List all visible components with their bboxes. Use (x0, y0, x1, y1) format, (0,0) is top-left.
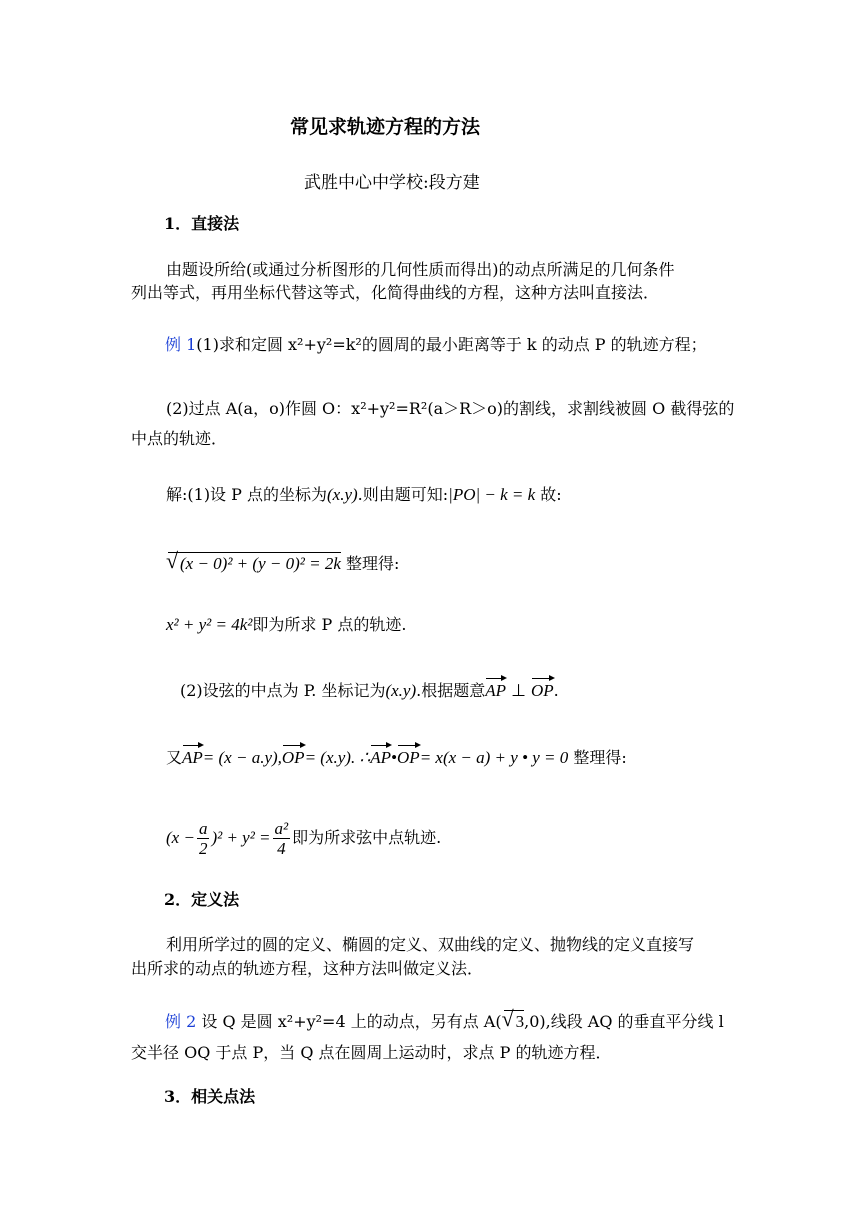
solution-text: 整理得: (573, 748, 627, 767)
solution-line4 (180, 680, 559, 702)
math-expression: (x.y) (385, 681, 417, 700)
solution-text: .则由题可知: (357, 485, 449, 504)
section-heading-definition: 2．定义法 (164, 890, 240, 909)
dot-product-symbol: • (391, 748, 398, 767)
solution-text: .根据题意 (416, 681, 486, 700)
example2-label: 例 2 (165, 1012, 197, 1031)
solution-line5 (166, 747, 627, 769)
example2-line2: 交半径 OQ 于点 P，当 Q 点在圆周上运动时，求点 P 的轨迹方程． (131, 1043, 612, 1062)
example1-line (165, 334, 707, 356)
fraction-numerator: a (198, 819, 208, 838)
fraction-numerator: a² (274, 819, 289, 838)
math-equation: |PO| − k = k (448, 485, 536, 504)
solution-text: (2)设弦的中点为 P. 坐标记为 (180, 681, 386, 700)
solution-text: 整理得: (345, 554, 400, 573)
example1-text: (1)求和定圆 x²+y²=k²的圆周的最小距离等于 k 的动点 P 的轨迹方程； (196, 335, 707, 354)
vector-ap: AP (370, 748, 392, 767)
vector-op: OP (531, 681, 554, 700)
fraction-a2-over-4 (273, 819, 291, 858)
vector-ap: AP (485, 681, 506, 700)
example1-part2-line1: (2)过点 A(a，o)作圆 O：x²+y²=R²(a＞R＞o)的割线，求割线被圆 O 截得弦的 (166, 399, 735, 418)
math-equation: = x(x − a) + y • y = 0 (419, 748, 569, 767)
page-title: 常见求轨迹方程的方法 (290, 116, 481, 138)
fraction-a-over-2 (197, 819, 210, 858)
math-expression: = (x.y). ∴ (304, 748, 371, 767)
vector-ap: AP (182, 748, 203, 767)
math-equation: x² + y² = 4k² (166, 615, 253, 634)
solution-text: 即为所求 P 点的轨迹. (252, 615, 407, 634)
section-heading-related-point: 3．相关点法 (164, 1087, 256, 1106)
solution-line1 (166, 484, 562, 506)
solution-text: 即为所求弦中点轨迹. (292, 828, 442, 847)
perpendicular-symbol: ⊥ (511, 681, 526, 700)
math-expression: = (x − a.y), (202, 748, 282, 767)
author-line: 武胜中心中学校:段方建 (304, 173, 480, 193)
section2-paragraph-line2: 出所求的动点的轨迹方程，这种方法叫做定义法． (131, 959, 484, 978)
solution-line6 (166, 818, 441, 858)
section2-paragraph-line1: 利用所学过的圆的定义、椭圆的定义、双曲线的定义、抛物线的定义直接写 (166, 935, 695, 954)
solution-line3 (166, 614, 406, 636)
vector-op: OP (397, 748, 420, 767)
solution-text: 解:(1)设 P 点的坐标为 (166, 485, 327, 504)
solution-text: 又 (166, 748, 183, 767)
fraction-denominator: 2 (198, 839, 208, 858)
section1-paragraph-line1: 由题设所给(或通过分析图形的几何性质而得出)的动点所满足的几何条件 (166, 260, 675, 279)
section1-paragraph-line2: 列出等式，再用坐标代替这等式，化简得曲线的方程，这种方法叫直接法． (131, 283, 660, 302)
math-expression: (x.y) (327, 485, 358, 504)
example1-label: 例 1 (165, 335, 197, 354)
math-expression: )² + y² = (211, 828, 271, 847)
example1-part2-line2: 中点的轨迹． (131, 429, 228, 448)
sqrt-three: √ 3 (504, 1010, 525, 1033)
solution-text: 故: (540, 485, 562, 504)
section-heading-direct: 1．直接法 (164, 214, 240, 233)
example2-line1 (165, 1010, 724, 1033)
example2-text: 设 Q 是圆 x²+y²=4 上的动点，另有点 A( (201, 1012, 502, 1031)
solution-text: . (553, 681, 559, 700)
vector-op: OP (281, 748, 305, 767)
math-equation: √ (x − 0)² + (y − 0)² = 2k (168, 552, 341, 575)
solution-line2 (166, 552, 399, 575)
math-expression: (x − (166, 828, 195, 847)
fraction-denominator: 4 (277, 839, 286, 858)
example2-text: ,0),线段 AQ 的垂直平分线 l (524, 1012, 724, 1031)
